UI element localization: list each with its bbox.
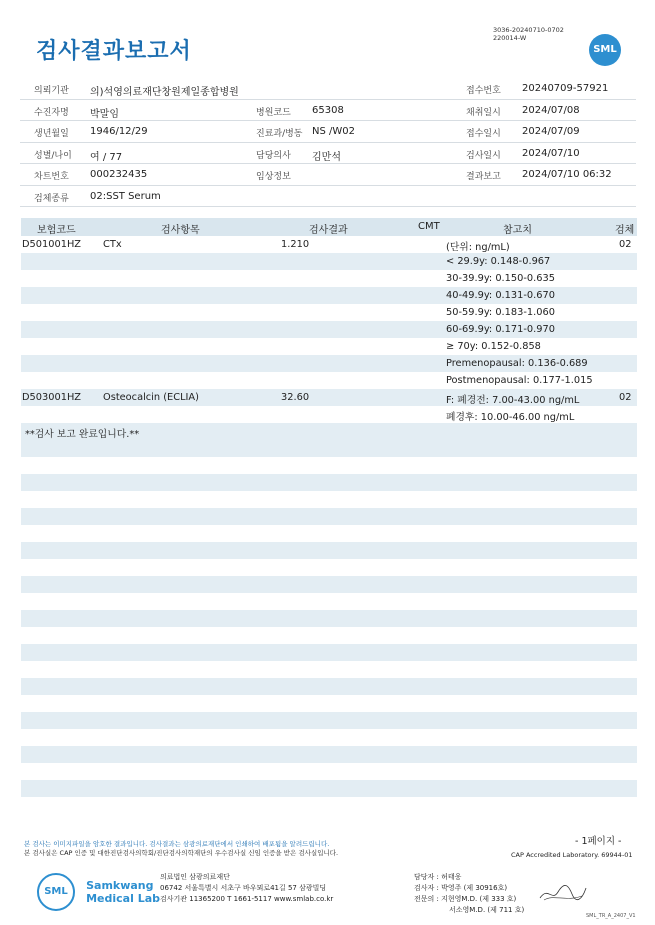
staff-line2: 검사자 : 박영주 (제 30916호) — [414, 884, 508, 892]
clinical-label: 임상정보 — [256, 172, 291, 182]
chart-no-label: 차트번호 — [34, 172, 69, 182]
receipt-no-value: 20240709-57921 — [522, 83, 609, 94]
report-date-label: 결과보고 — [466, 172, 501, 182]
cell-ref: (단위: ng/mL) — [446, 242, 510, 253]
blank-row — [21, 576, 637, 593]
report-title: 검사결과보고서 — [36, 39, 192, 64]
doctor-label: 담당의사 — [256, 150, 291, 161]
cell-result: 1.210 — [281, 239, 310, 250]
blank-row — [21, 780, 637, 797]
header-cmt: CMT — [418, 221, 440, 232]
note-line2: 본 검사실은 CAP 인증 및 대한진단검사의학회/진단검사의학재단의 우수검사실 신임 인증을 받은 검사실입니다. — [24, 849, 339, 857]
receipt-date-value: 2024/07/09 — [522, 126, 580, 137]
lab-name-line1: Samkwang — [86, 879, 154, 892]
addr-line2: 06742 서울특별시 서초구 바우뫼로41길 57 삼광빌딩 — [160, 884, 327, 892]
table-row — [21, 321, 637, 338]
cell-item: Osteocalcin (ECLIA) — [103, 392, 199, 403]
header-item: 검사항목 — [161, 225, 200, 236]
blank-rows — [21, 440, 637, 814]
info-row — [20, 164, 636, 186]
blank-row — [21, 746, 637, 763]
note-line1: 본 검사는 이미지파일을 암호한 결과입니다. 검사결과는 삼광의료재단에서 인쇄하여 배포됨을 알려드립니다. — [24, 840, 330, 848]
blank-row — [21, 508, 637, 525]
cell-ref: Premenopausal: 0.136-0.689 — [446, 358, 588, 369]
page-number: - 1페이지 - — [575, 836, 622, 847]
birth-label: 생년월일 — [34, 129, 69, 139]
staff-line1: 담당자 : 허태웅 — [414, 873, 462, 881]
info-row — [20, 186, 636, 208]
cell-ref: < 29.9y: 0.148-0.967 — [446, 256, 551, 267]
hospital-code-label: 병원코드 — [256, 107, 291, 118]
cell-result: 32.60 — [281, 392, 310, 403]
collect-date-value: 2024/07/08 — [522, 104, 580, 116]
cell-code: D501001HZ — [22, 239, 82, 250]
collect-date-label: 채취일시 — [466, 107, 501, 118]
doc-code-line1: 3036-20240710-0702 — [493, 26, 564, 34]
footer-note — [24, 840, 338, 858]
blank-row — [21, 542, 637, 559]
blank-row — [21, 440, 637, 457]
test-date-value: 2024/07/10 — [522, 147, 580, 159]
table-row — [21, 372, 637, 389]
document-code — [493, 26, 564, 42]
specimen-value: 02:SST Serum — [90, 190, 161, 202]
info-row — [20, 121, 636, 143]
cell-ref: 40-49.9y: 0.131-0.670 — [446, 290, 555, 301]
blank-row — [21, 474, 637, 491]
specimen-label: 검체종류 — [34, 193, 69, 204]
report-date-value: 2024/07/10 06:32 — [522, 169, 612, 180]
doctor-value: 김만석 — [312, 151, 341, 163]
cell-ref: 50-59.9y: 0.183-1.060 — [446, 307, 555, 318]
info-row — [20, 143, 636, 165]
doc-code-line2: 220014-W — [493, 34, 527, 42]
cell-ref: F: 폐경전: 7.00-43.00 ng/mL — [446, 395, 580, 406]
results-table — [21, 218, 637, 440]
blank-row — [21, 610, 637, 627]
cell-code: D503001HZ — [22, 392, 82, 403]
table-row — [21, 338, 637, 355]
table-row — [21, 270, 637, 287]
header-ref: 참고치 — [503, 225, 532, 236]
sex-age-value: 여 / 77 — [90, 151, 123, 163]
signature-image — [538, 880, 588, 906]
cell-specimen: 02 — [619, 239, 632, 250]
table-row — [21, 389, 637, 406]
sex-age-label: 성별/나이 — [34, 150, 72, 161]
lab-address — [160, 872, 333, 905]
info-row — [20, 78, 636, 100]
name-label: 수진자명 — [34, 107, 69, 118]
cell-specimen: 02 — [619, 392, 632, 403]
table-row — [21, 355, 637, 372]
header-specimen: 검체 — [615, 225, 635, 236]
table-row — [21, 304, 637, 321]
header-result: 검사결과 — [309, 225, 348, 236]
table-row — [21, 236, 637, 253]
completion-note: **검사 보고 완료입니다.** — [25, 429, 140, 440]
cell-item: CTx — [103, 239, 122, 250]
sml-footer-logo-icon: SML — [37, 873, 75, 911]
test-date-label: 검사일시 — [466, 150, 501, 161]
receipt-date-label: 접수일시 — [466, 129, 501, 139]
addr-line1: 의료법인 삼광의료재단 — [160, 873, 230, 881]
patient-info-table — [20, 78, 636, 207]
table-row — [21, 287, 637, 304]
table-row — [21, 406, 637, 423]
lab-name — [86, 879, 160, 905]
staff-line3: 전문의 : 지현영M.D. (제 333 호) — [414, 895, 517, 903]
form-id: SML_TR_A_2407_V1 — [586, 913, 636, 919]
receipt-no-label: 접수번호 — [466, 86, 501, 96]
header-code: 보험코드 — [37, 225, 76, 236]
dept-label: 진료과/병동 — [256, 129, 303, 139]
hospital-code-value: 65308 — [312, 104, 344, 116]
cell-ref: 30-39.9y: 0.150-0.635 — [446, 273, 555, 284]
staff-info — [414, 872, 524, 916]
cell-ref: Postmenopausal: 0.177-1.015 — [446, 375, 593, 386]
blank-row — [21, 678, 637, 695]
results-header — [21, 218, 637, 236]
staff-line4: 서소영M.D. (제 711 호) — [449, 906, 525, 914]
cell-ref: 폐경후: 10.00-46.00 ng/mL — [446, 412, 575, 423]
name-value: 박말임 — [90, 108, 119, 120]
chart-no-value: 000232435 — [90, 169, 148, 180]
sml-logo: SML — [589, 34, 621, 66]
institution-value: 의)석영의료재단창원제일종합병원 — [90, 87, 239, 98]
birth-value: 1946/12/29 — [90, 126, 148, 137]
institution-label: 의뢰기관 — [34, 86, 69, 96]
cell-ref: ≥ 70y: 0.152-0.858 — [446, 341, 541, 352]
table-row — [21, 253, 637, 270]
addr-line3: 검사기관 11365200 T 1661-5117 www.smlab.co.kr — [160, 895, 334, 903]
blank-row — [21, 644, 637, 661]
blank-row — [21, 712, 637, 729]
cap-accreditation: CAP Accredited Laboratory. 69944-01 — [511, 851, 633, 859]
cell-ref: 60-69.9y: 0.171-0.970 — [446, 324, 555, 335]
completion-row — [21, 423, 637, 440]
footer-logo — [37, 873, 160, 911]
lab-name-line2: Medical Lab — [86, 892, 160, 905]
info-row — [20, 100, 636, 122]
dept-value: NS /W02 — [312, 126, 355, 137]
